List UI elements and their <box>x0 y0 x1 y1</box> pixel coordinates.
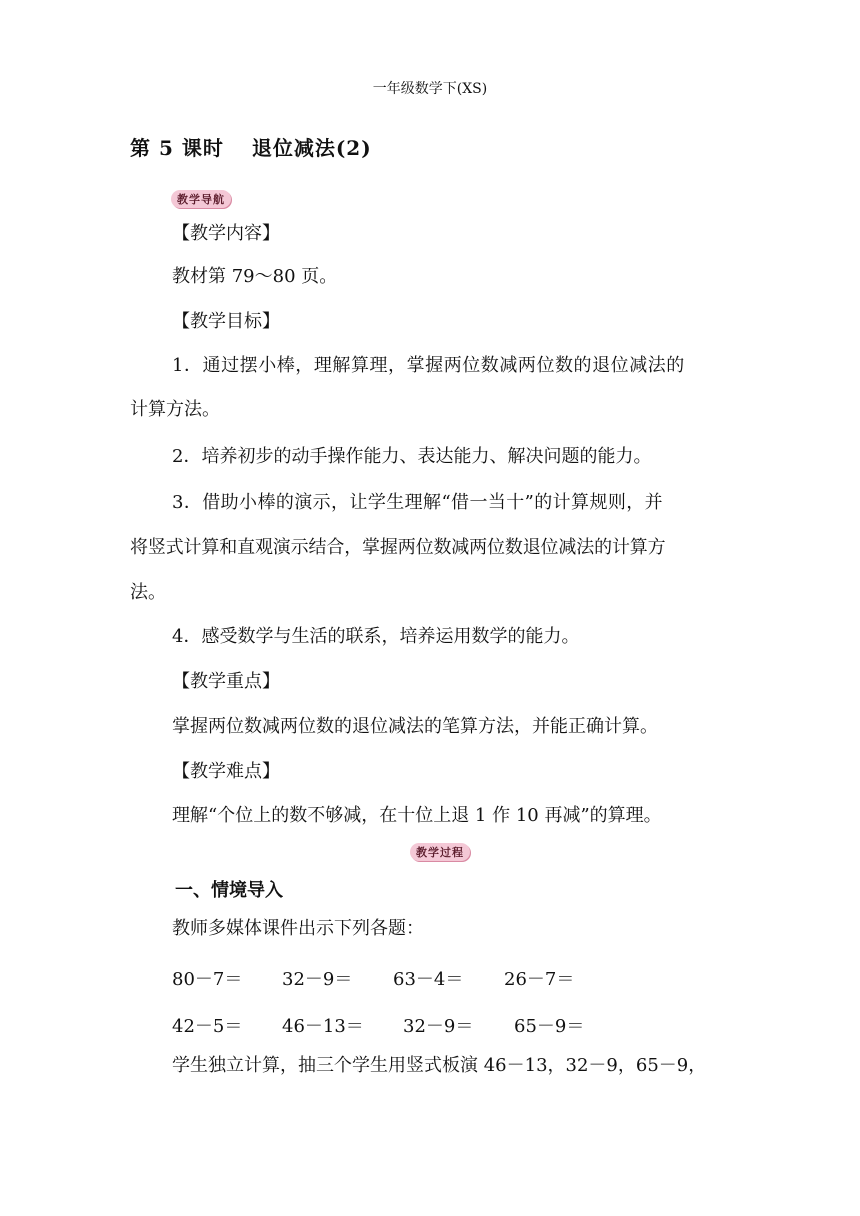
difficulties-heading: 【教学难点】 <box>172 761 280 782</box>
content-heading: 【教学内容】 <box>172 223 280 244</box>
equation: 42－5＝ <box>172 1016 243 1037</box>
lesson-number: 第 5 课时 <box>130 136 224 160</box>
equation: 80－7＝ <box>172 969 243 990</box>
process-closing: 学生独立计算，抽三个学生用竖式板演 46－13，32－9，65－9， <box>172 1055 707 1076</box>
running-header: 一年级数学下(XS) <box>372 81 488 97</box>
goal-2: 2．培养初步的动手操作能力、表达能力、解决问题的能力。 <box>172 446 652 467</box>
section-heading: 一、情境导入 <box>175 880 283 901</box>
goal-1-line-1: 1．通过摆小棒，理解算理，掌握两位数减两位数的退位减法的 <box>172 355 685 376</box>
goal-3-line-1: 3．借助小棒的演示，让学生理解“借一当十”的计算规则，并 <box>172 492 664 513</box>
equation: 46－13＝ <box>282 1016 364 1037</box>
equation: 65－9＝ <box>514 1016 585 1037</box>
lesson-name: 退位减法(2) <box>251 136 372 160</box>
equation: 32－9＝ <box>403 1016 474 1037</box>
goal-4: 4．感受数学与生活的联系，培养运用数学的能力。 <box>172 626 580 647</box>
equation: 63－4＝ <box>393 969 464 990</box>
key-points-heading: 【教学重点】 <box>172 671 280 692</box>
goal-3-line-2: 将竖式计算和直观演示结合，掌握两位数减两位数退位减法的计算方 <box>130 537 666 558</box>
content-text: 教材第 79～80 页。 <box>172 266 338 287</box>
teaching-guide-badge: 教学导航 <box>171 190 231 208</box>
teaching-process-badge: 教学过程 <box>410 843 470 861</box>
lesson-title <box>130 132 372 161</box>
goals-heading: 【教学目标】 <box>172 311 280 332</box>
process-intro: 教师多媒体课件出示下列各题： <box>172 918 424 939</box>
equation: 26－7＝ <box>504 969 575 990</box>
goal-1-line-2: 计算方法。 <box>130 399 220 420</box>
equation: 32－9＝ <box>282 969 353 990</box>
key-points-text: 掌握两位数减两位数的退位减法的笔算方法，并能正确计算。 <box>172 716 658 737</box>
difficulties-text: 理解“个位上的数不够减，在十位上退 1 作 10 再减”的算理。 <box>172 805 662 826</box>
goal-3-line-3: 法。 <box>130 582 166 603</box>
